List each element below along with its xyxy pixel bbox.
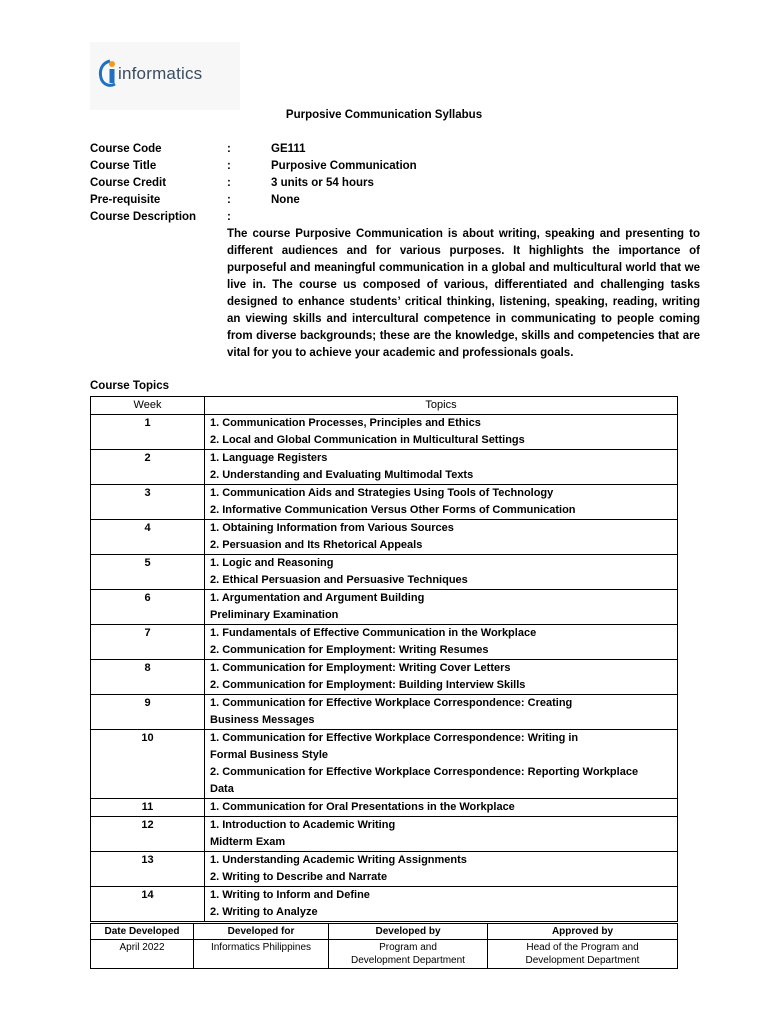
topics-cell: [205, 852, 678, 887]
topic-item: Business Messages: [210, 714, 315, 726]
table-row: [91, 799, 678, 817]
course-code-value: GE111: [271, 143, 306, 155]
table-row: [91, 415, 678, 450]
logo-mark-icon: [98, 58, 120, 88]
developed-for-value: Informatics Philippines: [194, 940, 329, 969]
course-credit-value: 3 units or 54 hours: [271, 177, 374, 189]
topic-item: 2. Communication for Employment: Building Interview Skills: [210, 679, 526, 691]
topics-cell: [205, 555, 678, 590]
topic-item: 1. Introduction to Academic Writing: [210, 819, 396, 831]
course-topics-table: [90, 396, 678, 922]
approved-by-value: Head of the Program and Development Department: [488, 940, 678, 969]
document-footer-table: [90, 923, 678, 969]
prerequisite-value: None: [271, 194, 300, 206]
week-cell: 9: [91, 695, 205, 730]
table-row: [91, 660, 678, 695]
table-row: [91, 450, 678, 485]
topic-item: 1. Communication for Employment: Writing Cover Letters: [210, 662, 511, 674]
course-title-label: Course Title: [90, 160, 157, 172]
informatics-logo: [90, 42, 240, 110]
approved-by-header: Approved by: [488, 924, 678, 940]
topic-item: Preliminary Examination: [210, 609, 339, 621]
developed-for-header: Developed for: [194, 924, 329, 940]
course-description-label: Course Description: [90, 211, 197, 223]
topics-table-body: [91, 415, 678, 922]
week-cell: 3: [91, 485, 205, 520]
topic-item: 2. Communication for Effective Workplace Correspondence: Reporting Workplace: [210, 766, 639, 778]
week-cell: 5: [91, 555, 205, 590]
developed-by-header: Developed by: [329, 924, 488, 940]
topics-cell: [205, 799, 678, 817]
topic-item: 1. Communication Aids and Strategies Using Tools of Technology: [210, 487, 554, 499]
topic-item: 1. Understanding Academic Writing Assignments: [210, 854, 467, 866]
prerequisite-label: Pre-requisite: [90, 194, 161, 206]
topic-item: 2. Writing to Analyze: [210, 906, 318, 918]
topics-cell: [205, 450, 678, 485]
table-row: [91, 625, 678, 660]
footer-value-row: [91, 940, 678, 969]
colon: :: [227, 211, 231, 223]
topic-item: 1. Logic and Reasoning: [210, 557, 334, 569]
week-cell: 2: [91, 450, 205, 485]
course-topics-heading: Course Topics: [90, 380, 170, 392]
date-developed-header: Date Developed: [91, 924, 194, 940]
topics-cell: [205, 817, 678, 852]
topic-item: 1. Fundamentals of Effective Communication in the Workplace: [210, 627, 537, 639]
week-cell: 4: [91, 520, 205, 555]
week-cell: 7: [91, 625, 205, 660]
topics-cell: [205, 660, 678, 695]
topic-item: 2. Informative Communication Versus Other Forms of Communication: [210, 504, 576, 516]
topic-item: 1. Communication for Effective Workplace Correspondence: Writing in: [210, 732, 579, 744]
week-column-header: Week: [91, 397, 205, 415]
table-row: [91, 817, 678, 852]
topic-item: 1. Writing to Inform and Define: [210, 889, 370, 901]
topic-item: 2. Local and Global Communication in Multicultural Settings: [210, 434, 525, 446]
topic-item: 1. Communication for Oral Presentations in the Workplace: [210, 801, 515, 813]
table-row: [91, 555, 678, 590]
topics-cell: [205, 625, 678, 660]
colon: :: [227, 194, 231, 206]
topic-item: 1. Argumentation and Argument Building: [210, 592, 425, 604]
topic-item: 1. Communication Processes, Principles and Ethics: [210, 417, 481, 429]
topics-cell: [205, 695, 678, 730]
colon: :: [227, 160, 231, 172]
topic-item: Data: [210, 783, 234, 795]
topic-item: 1. Obtaining Information from Various Sources: [210, 522, 454, 534]
logo-text: informatics: [118, 64, 203, 83]
week-cell: 13: [91, 852, 205, 887]
topics-cell: [205, 485, 678, 520]
week-cell: 6: [91, 590, 205, 625]
topic-item: 2. Communication for Employment: Writing Resumes: [210, 644, 489, 656]
topics-cell: [205, 730, 678, 799]
course-description-text: The course Purposive Communication is about writing, speaking and presenting to different audiences and for various purposes. It highlights the importance of purposeful and meaningful communication in a global and multicultural world that we live in. The course us composed of various, differentiated and challenging tasks designed to enhance students’ critical thinking, listening, speaking, reading, writing an viewing skills and intercultural competence in communicating to people coming from diverse backgrounds; these are the knowledge, skills and competencies that are vital for you to achieve your academic and professionals goals.: [227, 228, 700, 359]
topic-item: 2. Persuasion and Its Rhetorical Appeals: [210, 539, 423, 551]
table-row: [91, 852, 678, 887]
table-row: [91, 485, 678, 520]
week-cell: 10: [91, 730, 205, 799]
table-row: [91, 887, 678, 922]
table-row: [91, 520, 678, 555]
developed-by-value: Program and Development Department: [329, 940, 488, 969]
table-row: [91, 730, 678, 799]
topic-item: Midterm Exam: [210, 836, 286, 848]
colon: :: [227, 177, 231, 189]
topic-item: 2. Writing to Describe and Narrate: [210, 871, 388, 883]
week-cell: 12: [91, 817, 205, 852]
topic-item: 2. Understanding and Evaluating Multimodal Texts: [210, 469, 474, 481]
topics-column-header: Topics: [205, 397, 678, 415]
course-credit-label: Course Credit: [90, 177, 167, 189]
course-title-value: Purposive Communication: [271, 160, 417, 172]
topics-cell: [205, 520, 678, 555]
table-row: [91, 695, 678, 730]
table-header-row: [91, 397, 678, 415]
topic-item: Formal Business Style: [210, 749, 328, 761]
date-developed-value: April 2022: [91, 940, 194, 969]
topic-item: 2. Ethical Persuasion and Persuasive Techniques: [210, 574, 468, 586]
topic-item: 1. Language Registers: [210, 452, 328, 464]
table-row: [91, 590, 678, 625]
topics-cell: [205, 415, 678, 450]
course-code-label: Course Code: [90, 143, 162, 155]
week-cell: 11: [91, 799, 205, 817]
colon: :: [227, 143, 231, 155]
topics-cell: [205, 590, 678, 625]
document-title: Purposive Communication Syllabus: [285, 109, 483, 121]
topic-item: 1. Communication for Effective Workplace Correspondence: Creating: [210, 697, 573, 709]
week-cell: 8: [91, 660, 205, 695]
topics-cell: [205, 887, 678, 922]
week-cell: 14: [91, 887, 205, 922]
week-cell: 1: [91, 415, 205, 450]
footer-header-row: [91, 924, 678, 940]
